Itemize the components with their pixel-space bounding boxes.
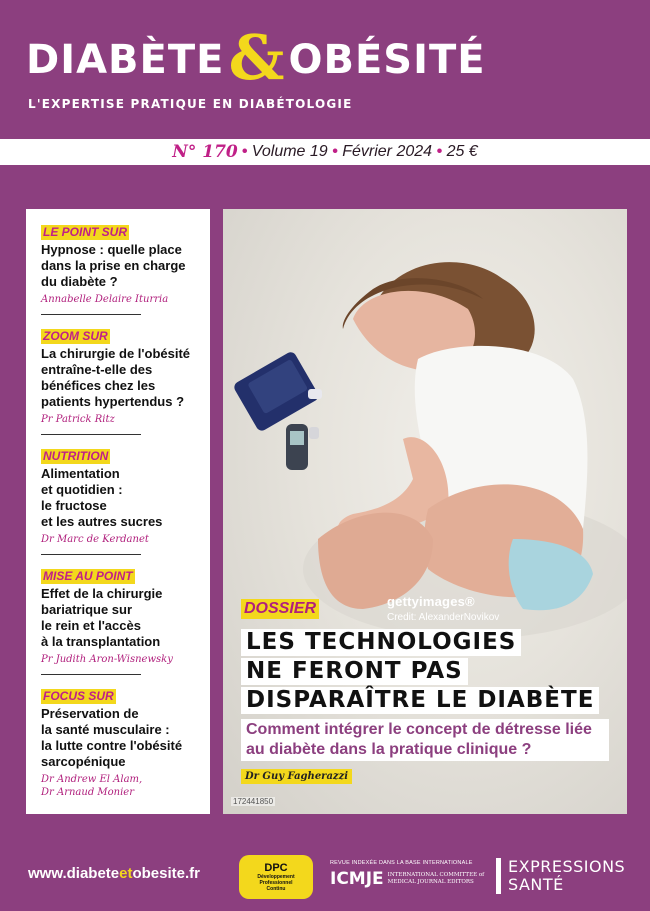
masthead-word-obesite: OBÉSITÉ: [288, 37, 486, 83]
toc-category: FOCUS SUR: [43, 689, 114, 703]
toc-title: La chirurgie de l'obésité entraîne-t-elle des bénéfices chez les patients hypertendus ?: [41, 346, 191, 409]
dossier-author: Dr Guy Fagherazzi: [241, 769, 352, 784]
issue-number: N° 170: [172, 142, 238, 162]
toc-author: Pr Patrick Ritz: [41, 414, 115, 425]
toc-divider: [41, 434, 141, 435]
toc-item[interactable]: [41, 223, 200, 315]
toc-divider: [41, 554, 141, 555]
toc-category: ZOOM SUR: [43, 329, 108, 343]
issue-date: Février 2024: [342, 143, 433, 160]
getty-watermark: gettyimages®: [387, 594, 475, 609]
photo-id: 172441850: [233, 797, 274, 806]
publisher-name: EXPRESSIONS SANTÉ: [508, 857, 626, 894]
toc-divider: [41, 314, 141, 315]
toc-item[interactable]: [41, 447, 200, 555]
cover-photo: [223, 209, 627, 814]
website-link[interactable]: www.diabeteetobesite.fr: [28, 865, 200, 882]
masthead-word-diabete: DIABÈTE: [26, 37, 225, 83]
glucose-meter-case: [232, 350, 322, 433]
issue-volume: Volume 19: [251, 143, 328, 160]
icmje-fullname: INTERNATIONAL COMMITTEE of MEDICAL JOURNAL EDITORS: [387, 872, 485, 885]
issue-price: 25 €: [446, 143, 478, 160]
issue-bar: [0, 139, 650, 165]
icmje-logo: [330, 860, 484, 889]
toc-category: MISE AU POINT: [43, 569, 133, 583]
toc-title: Préservation de la santé musculaire : la lutte contre l'obésité sarcopénique: [41, 706, 183, 769]
publisher-logo-bar: [496, 858, 501, 894]
toc-author: Pr Judith Aron-Wisnewsky: [41, 654, 173, 665]
toc-item[interactable]: [41, 687, 200, 799]
dpc-badge: [239, 855, 313, 899]
toc-item[interactable]: [41, 327, 200, 435]
toc-author: Dr Marc de Kerdanet: [41, 534, 149, 545]
dossier-headline-line-3: DISPARAÎTRE LE DIABÈTE: [241, 687, 599, 714]
toc-author: Dr Andrew El Alam, Dr Arnaud Monier: [41, 774, 143, 798]
dossier-label: DOSSIER: [241, 599, 319, 619]
dpc-subtitle: Développement Professionnel Continu: [257, 874, 295, 892]
issue-details: • Volume 19 • Février 2024 • 25 €: [241, 143, 478, 160]
dossier-subheading: Comment intégrer le concept de détresse liée au diabète dans la pratique clinique ?: [241, 719, 609, 761]
glucometer-icon: [286, 424, 319, 470]
toc-title: Hypnose : quelle place dans la prise en charge du diabète ?: [41, 242, 186, 289]
masthead-logo: [26, 21, 486, 94]
toc-divider: [41, 674, 141, 675]
masthead-ampersand: &: [228, 21, 285, 94]
icmje-caption: REVUE INDEXÉE DANS LA BASE INTERNATIONALE: [330, 860, 473, 866]
toc-author: Annabelle Delaire Iturria: [41, 294, 169, 305]
toc-category: LE POINT SUR: [43, 225, 128, 239]
toc-title: Alimentation et quotidien : le fructose et les autres sucres: [41, 466, 163, 529]
toc-category: NUTRITION: [43, 449, 109, 463]
table-of-contents: [26, 209, 210, 814]
dossier-headline-line-2: NE FERONT PAS: [241, 658, 468, 685]
publisher-logo: [496, 858, 625, 894]
toc-title: Effet de la chirurgie bariatrique sur le rein et l'accès à la transplantation: [41, 586, 163, 649]
toc-item[interactable]: [41, 567, 200, 675]
dossier-headline-line-1: LES TECHNOLOGIES: [241, 629, 521, 656]
tagline: L'EXPERTISE PRATIQUE EN DIABÉTOLOGIE: [28, 97, 353, 111]
photo-credit: Credit: AlexanderNovikov: [387, 612, 500, 623]
dpc-title: DPC: [264, 862, 288, 874]
icmje-wordmark: ICMJE: [330, 869, 384, 889]
